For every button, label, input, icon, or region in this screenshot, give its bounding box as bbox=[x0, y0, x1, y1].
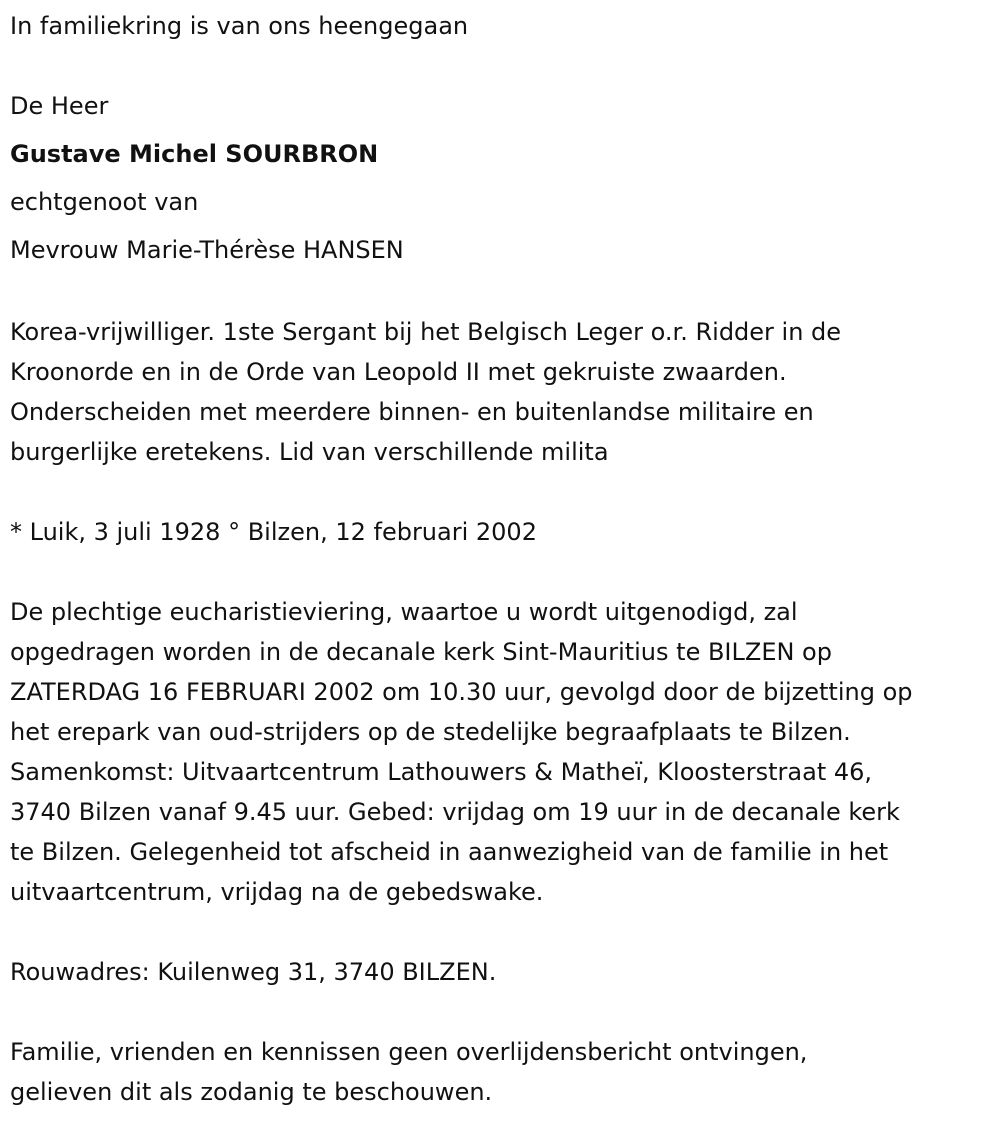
spouse-name: Mevrouw Marie-Thérèse HANSEN bbox=[10, 236, 404, 264]
spacer bbox=[10, 50, 995, 82]
spacer bbox=[10, 472, 995, 512]
relation-text: echtgenoot van bbox=[10, 188, 199, 216]
ceremony-paragraph: De plechtige eucharistieviering, waartoe u wordt uitgenodigd, zal opgedragen worden in de decanale kerk Sint-Mauritius te BILZEN op ZATERDAG 16 FEBRUARI 2002 om 10.30 uur, gevolgd door de bijzetting op het erepark van oud-strijders op de stedelijke begraafplaats te Bilzen. Samenkomst: Uitvaartcentrum Lathouwers & Matheï, Kloosterstraat 46, 3740 Bilzen vanaf 9.45 uur. Gebed: vrijdag om 19 uur in de decanale kerk te Bilzen. Gelegenheid tot afscheid in aanwezigheid van de familie in het uitvaartcentrum, vrijdag na de gebedswake. bbox=[10, 598, 913, 906]
birth-death-dates: * Luik, 3 juli 1928 ° Bilzen, 12 februari 2002 bbox=[10, 518, 537, 546]
salutation: De Heer bbox=[10, 92, 109, 120]
closing-paragraph: Familie, vrienden en kennissen geen overlijdensbericht ontvingen, gelieven dit als zodanig te beschouwen. bbox=[10, 1038, 808, 1106]
spacer bbox=[10, 912, 995, 952]
obituary-document bbox=[10, 0, 995, 1112]
spacer bbox=[10, 552, 995, 592]
spacer bbox=[10, 274, 995, 312]
spacer bbox=[10, 992, 995, 1032]
mourning-address: Rouwadres: Kuilenweg 31, 3740 BILZEN. bbox=[10, 958, 497, 986]
intro-text: In familiekring is van ons heengegaan bbox=[10, 12, 469, 40]
deceased-name: Gustave Michel SOURBRON bbox=[10, 140, 379, 168]
biography-paragraph: Korea-vrijwilliger. 1ste Sergant bij het Belgisch Leger o.r. Ridder in de Kroonorde en in de Orde van Leopold II met gekruiste zwaarden. Onderscheiden met meerdere binnen- en buitenlandse militaire en burgerlijke eretekens. Lid van verschillende milita bbox=[10, 318, 842, 466]
